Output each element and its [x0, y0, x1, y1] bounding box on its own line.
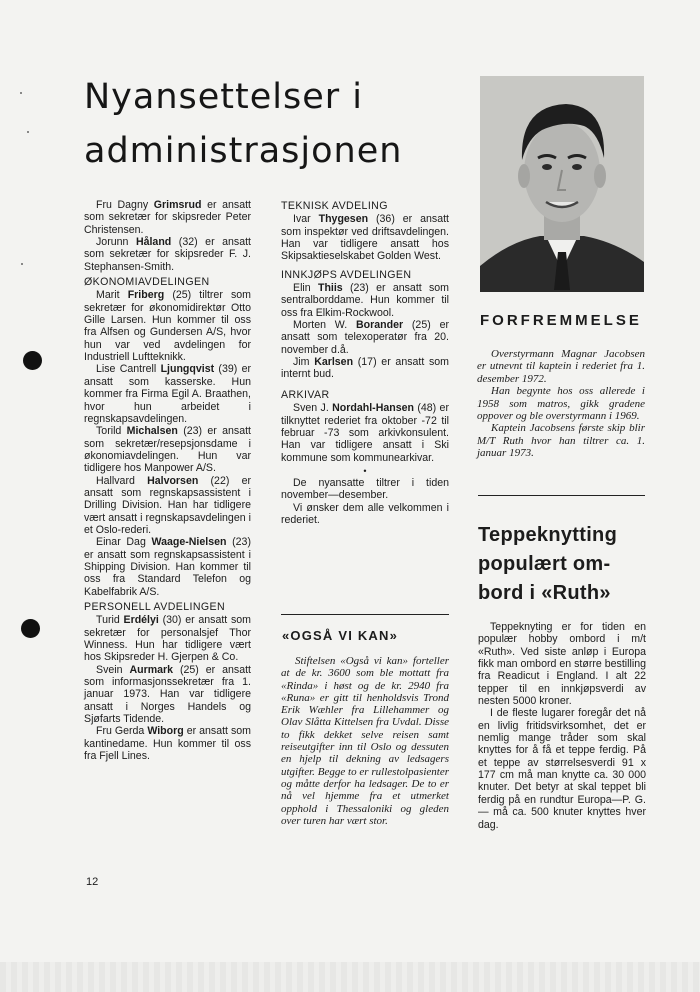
paragraph: I de fleste lugarer foregår det nå en livlig fritidsvirksomhet, det er nemlig mange tråder som skal knyttes for å få et teppe ferdig. På et teppe av størrelsesverdi 91 x 177 cm må man knytte ca. 30 000 knuter. Det betyr at skal teppet bli ferdig på en rundtur Europa—P. G. — må ca. 500 knuter knyttes hver dag. — [478, 707, 646, 831]
paragraph: Svein Aurmark (25) er ansatt som informasjonssekretær fra 1. januar 1973. Han var tidligere ansatt i Norges Handels og Sjøfarts Tidende. — [84, 663, 251, 726]
paragraph: Sven J. Nordahl-Hansen (48) er tilknyttet rederiet fra oktober -72 til februar -73 som arkivkonsulent. Han var tidligere ansatt i Ski kommune som kommunearkivar. — [281, 402, 449, 464]
portrait-photo — [480, 76, 644, 292]
paragraph: Fru Gerda Wiborg er ansatt som kantinedame. Hun kommer til oss fra Fjell Lines. — [84, 725, 251, 763]
paragraph: Ivar Thygesen (36) er ansatt som inspektør ved driftsavdelingen. Han var tidligere ansatt hos Skipsaktieselskabet Golden West. — [281, 213, 449, 263]
scan-speck — [21, 263, 23, 265]
punch-hole — [21, 619, 40, 638]
paragraph: Jim Karlsen (17) er ansatt som internt bud. — [281, 356, 450, 381]
section-heading: ØKONOMIAVDELINGEN — [84, 276, 210, 289]
paragraph: Teppeknyting er for tiden en populær hobby ombord i m/t «Ruth». Ved siste anløp i Europa fikk man ombord en større bestilling fra Readicut i England. I alt 22 tepper til en innkjøpsverdi av nesten 5000 kroner. — [478, 621, 646, 708]
paragraph: Elin Thiis (23) er ansatt som sentralborddame. Hun kommer til oss fra Elkim-Rockwool. — [281, 282, 450, 319]
paragraph: Jorunn Håland (32) er ansatt som sekretær for skipsreder F. J. Stephansen-Smith. — [84, 236, 251, 273]
paragraph: Han begynte hos oss allerede i 1958 som matros, gikk gradene oppover og ble overstyrmann i 1969. — [477, 385, 645, 423]
divider-rule — [281, 614, 449, 615]
paragraph: Lise Cantrell Ljungqvist (39) er ansatt som kasserske. Hun kommer fra Firma Egil A. Braathen, hvor hun arbeidet i regnskapsavdelingen. — [84, 363, 251, 425]
paragraph: De nyansatte tiltrer i tiden november—desember. — [281, 476, 449, 502]
scan-edge — [0, 962, 700, 992]
column-left — [84, 199, 251, 762]
paragraph: Fru Dagny Grimsrud er ansatt som sekretær for skipsreder Peter Christensen. — [84, 199, 252, 236]
section-heading: PERSONELL AVDELINGEN — [84, 601, 226, 613]
separator-dot: • — [363, 465, 367, 476]
article-teppeknytting — [478, 621, 646, 831]
section-heading: TEKNISK AVDELING — [281, 200, 388, 212]
heading-line: bord i «Ruth» — [478, 582, 611, 604]
page-number: 12 — [86, 876, 99, 888]
scan-speck — [20, 92, 22, 94]
page-title — [84, 70, 402, 178]
column-middle — [281, 197, 449, 526]
paragraph: Einar Dag Waage-Nielsen (23) er ansatt som regnskapsassistent i Shipping Division. Han kommer til oss fra Standard Telefon og Kabelfabrik A/S. — [84, 536, 251, 598]
paragraph: Hallvard Halvorsen (22) er ansatt som regnskapsassistent i Drilling Division. Han har tidligere vært ansatt i regnskapsavdelingen i et Oslo-rederi. — [84, 474, 251, 536]
paragraph: Morten W. Borander (25) er ansatt som telexoperatør fra 20. november d.å. — [281, 319, 449, 356]
title-line-1: Nyansettelser i — [84, 77, 364, 117]
portrait-image — [480, 76, 644, 292]
article-heading-ogsa-vi-kan: «OGSÅ VI KAN» — [282, 628, 399, 643]
article-ogsa-vi-kan — [281, 655, 449, 827]
section-heading-forfremmelse: FORFREMMELSE — [480, 312, 642, 329]
heading-line: populært om- — [478, 553, 611, 575]
paragraph: Marit Friberg (25) tiltrer som sekretær for økonomidirektør Otto Gille Larsen. Hun kommer til oss fra Alfsen og Gundersen A/S, hvor hun var ved avdelingen for Industriell Luftteknikk. — [84, 289, 251, 364]
paragraph: Torild Michalsen (23) er ansatt som sekretær/resepsjonsdame i økonomiavdelingen. Hun var tidligere hos Manpower A/S. — [84, 425, 251, 475]
section-heading: ARKIVAR — [281, 388, 330, 401]
section-heading: INNKJØPS AVDELINGEN — [281, 268, 412, 281]
paragraph: Overstyrmann Magnar Jacobsen er utnevnt til kaptein i rederiet fra 1. desember 1972. — [477, 348, 645, 385]
punch-hole — [23, 351, 42, 370]
article-forfremmelse — [477, 348, 645, 460]
paragraph: Kaptein Jacobsens første skip blir M/T Ruth hvor han tiltrer ca. 1. januar 1973. — [477, 422, 645, 460]
scan-speck — [27, 131, 29, 133]
heading-line: Teppeknytting — [478, 524, 618, 546]
article-heading-teppeknytting — [478, 521, 617, 608]
paragraph: Turid Erdélyi (30) er ansatt som sekretær for personalsjef Thor Winness. Hun har tidligere vært hos Skipsreder H. Gjerpen & Co. — [84, 614, 251, 664]
paragraph: Vi ønsker dem alle velkommen i rederiet. — [281, 501, 449, 526]
paragraph: Stiftelsen «Også vi kan» forteller at de kr. 3600 som ble mottatt fra «Rinda» i høst og de kr. 2940 fra «Runa» er gitt til henholdsvis Trond Erik Wæhler fra Lillehammer og Olav Slåtta Kittelsen fra Uvdal. Disse to fikk dekket selve reisen samt reiseutgifter inn til Oslo og dessuten en hjelp til dekning av ledsagers utgifter. Begge to er rullestolpasienter og måtte derfor ha ledsager. De to er nå vel hjemme fra et utmerket opphold i Thessaloniki og gleden over turen har vært stor. — [281, 655, 449, 827]
divider-rule — [478, 495, 645, 496]
title-line-2: administrasjonen — [84, 131, 403, 171]
